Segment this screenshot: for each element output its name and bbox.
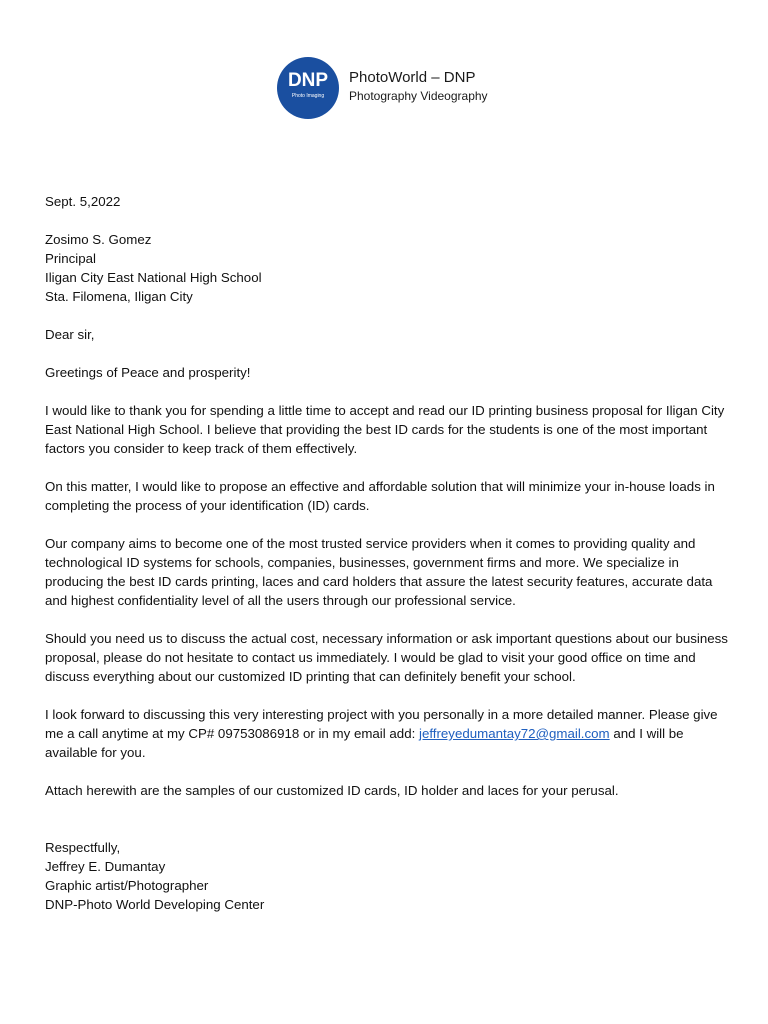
salutation: Dear sir, (45, 327, 95, 342)
brand-tagline: Photography Videography (349, 89, 488, 103)
paragraph-company: Our company aims to become one of the most trusted service providers when it comes to providing quality and technological ID systems for schools, companies, businesses, government firms and more. We specialize in producing the best ID cards printing, laces and card holders that assure the latest security features, accurate data and highest confidentiality level of all the users through our professional service. (45, 536, 713, 608)
contact-text-after: and I will be available for you. (45, 726, 684, 760)
logo-subtext: Photo Imaging (291, 93, 325, 99)
signature-block (45, 838, 735, 914)
recipient-block (45, 230, 735, 306)
letterhead (277, 58, 488, 118)
paragraph-thanks: I would like to thank you for spending a little time to accept and read our ID printing business proposal for Iligan City East National High School. I believe that providing the best ID cards for the students is one of the most important factors you consider to keep track of them effectively. (45, 403, 725, 456)
paragraph-contact-request: Should you need us to discuss the actual cost, necessary information or ask important questions about our business proposal, please do not hesitate to contact us immediately. I would be glad to visit your good office on time and discuss everything about our customized ID printing that can definitely benefit your school. (45, 631, 728, 684)
email-link[interactable]: jeffreyedumantay72@gmail.com (418, 726, 610, 741)
paragraph-proposal: On this matter, I would like to propose an effective and affordable solution that will minimize your in-house loads in completing the process of your identification (ID) cards. (45, 479, 715, 513)
greeting: Greetings of Peace and prosperity! (45, 365, 251, 380)
brand-block (349, 68, 488, 104)
signer-role: Graphic artist/Photographer (45, 878, 209, 893)
dnp-logo (277, 57, 339, 119)
recipient-title: Principal (45, 251, 96, 266)
letter-date: Sept. 5,2022 (45, 194, 121, 209)
paragraph-contact (45, 705, 735, 762)
recipient-name: Zosimo S. Gomez (45, 232, 152, 247)
signer-company: DNP-Photo World Developing Center (45, 897, 265, 912)
letter-body (45, 192, 735, 914)
recipient-address: Sta. Filomena, Iligan City (45, 289, 193, 304)
signer-name: Jeffrey E. Dumantay (45, 859, 166, 874)
closing: Respectfully, (45, 840, 121, 855)
brand-name: PhotoWorld – DNP (349, 69, 476, 86)
attachment-note: Attach herewith are the samples of our customized ID cards, ID holder and laces for your perusal. (45, 783, 619, 798)
recipient-school: Iligan City East National High School (45, 270, 262, 285)
logo-text: DNP (287, 70, 329, 91)
contact-text-before: I look forward to discussing this very interesting project with you personally in a more detailed manner. Please give me a call anytime at my CP# 09753086918 or in my email add: (45, 707, 718, 741)
